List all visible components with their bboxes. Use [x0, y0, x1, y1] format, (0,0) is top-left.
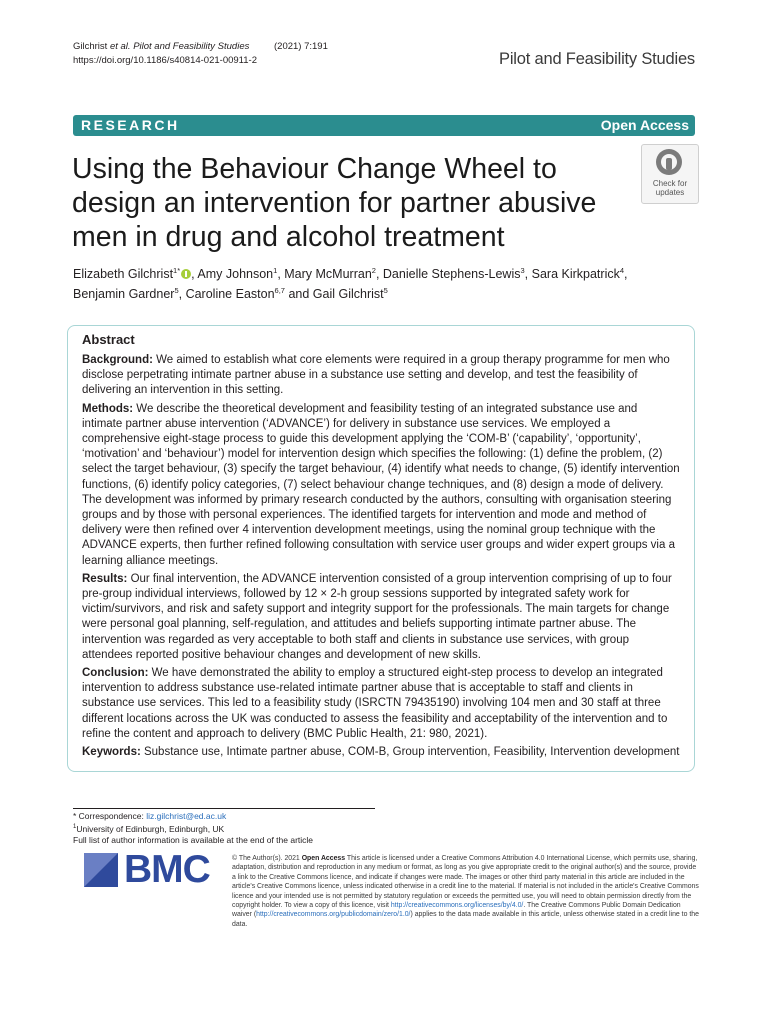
author-name[interactable]: Gail Gilchrist	[312, 287, 384, 301]
correspondence: * Correspondence: liz.gilchrist@ed.ac.uk	[73, 811, 227, 821]
abstract-box	[67, 325, 695, 772]
footnote-divider	[73, 808, 375, 809]
author-affiliation-marker: 5	[383, 286, 388, 295]
author-name[interactable]: Caroline Easton	[185, 287, 275, 301]
author-name[interactable]: Benjamin Gardner	[73, 287, 175, 301]
license-link[interactable]: http://creativecommons.org/licenses/by/4.0/	[390, 902, 524, 910]
author-name[interactable]: Mary McMurran	[284, 267, 372, 281]
header-journal: et al. Pilot and Feasibility Studies	[109, 41, 250, 52]
author-affiliation-marker: 1	[273, 266, 278, 275]
abstract-background: Background: We aimed to establish what core elements were required in a group therapy programme for men who disclose perpetrating intimate partner abuse in a substance use setting and develop, and test the feasibility of delivering an intervention in this setting.	[82, 354, 670, 397]
article-type-banner	[73, 115, 695, 136]
article-title: Using the Behaviour Change Wheel to design an intervention for partner abusive men in drug and alcohol treatment	[72, 153, 597, 253]
author-info-note: Full list of author information is available at the end of the article	[73, 835, 314, 846]
running-header	[73, 40, 328, 68]
abstract-keywords: Keywords: Substance use, Intimate partner abuse, COM-B, Group intervention, Feasibility, Intervention development	[82, 746, 680, 759]
doi-link[interactable]: https://doi.org/10.1186/s40814-021-00911-2	[73, 55, 257, 66]
check-updates-text: Check for updates	[652, 179, 688, 197]
license-statement: © The Author(s). 2021 Open Access This article is licensed under a Creative Commons Attribution 4.0 International License, which permits use, sharing, adaptation, distribution and reproduction in any medium or format, as long as you give appropriate credit to the original author(s) and the source, provide a link to the Creative Commons licence, and indicate if changes were made. The images or other third party material in this article are included in the article's Creative Commons licence, unless indicated otherwise in a credit line to the material. If material is not included in the article's Creative Commons licence and your intended use is not permitted by statutory regulation or exceeds the permitted use, you will need to obtain permission directly from the copyright holder. To view a copy of this licence, visit http://creativecommons.org/licenses/by/4.0/. The Creative Commons Public Domain Dedication waiver (http://creativecommons.org/publicdomain/zero/1.0/) applies to the data made available in this article, unless otherwise stated in a credit line to the data.	[232, 855, 699, 928]
correspondence-email[interactable]: liz.gilchrist@ed.ac.uk	[146, 811, 227, 821]
open-access-label: Open Access	[600, 117, 689, 133]
check-updates-icon	[656, 149, 682, 175]
orcid-icon[interactable]	[181, 269, 191, 279]
footnotes	[73, 811, 313, 847]
author-name[interactable]: Sara Kirkpatrick	[531, 267, 620, 281]
author-name[interactable]: Amy Johnson	[197, 267, 274, 281]
header-author: Gilchrist	[73, 41, 108, 52]
affiliation: $^1$University of Edinburgh, Edinburgh, UK	[73, 824, 225, 835]
author-affiliation-marker: 2	[371, 266, 376, 275]
article-type-label: RESEARCH	[81, 117, 180, 133]
author-affiliation-marker: 6,7	[274, 286, 285, 295]
author-affiliation-marker: 5	[174, 286, 179, 295]
journal-name: Pilot and Feasibility Studies	[499, 50, 695, 68]
bmc-logo-text: BMC	[124, 848, 210, 891]
public-domain-link[interactable]: http://creativecommons.org/publicdomain/zero/1.0/	[256, 911, 411, 919]
author-affiliation-marker: 3	[520, 266, 525, 275]
abstract-conclusion: Conclusion: We have demonstrated the ability to employ a structured eight-step process to develop an integrated intervention to address substance use-related intimate partner abuse that is acceptable to staff and clients in substance use services. This led to a feasibility study (ISRCTN 79435190) involving 104 men and 30 staff at three different locations across the UK was conducted to assess the feasibility and acceptability of the intervention and to refine the content and approach to delivery (BMC Public Health, 21: 980, 2021).	[82, 667, 668, 740]
citation-line	[73, 40, 328, 54]
check-for-updates-badge[interactable]	[641, 144, 699, 204]
author-list: Elizabeth Gilchrist$^{1*}$ , Amy Johnson$^1$, Mary McMurran$^2$, Danielle Stephens-Lewis$^3$, Sara Kirkpatrick$^4$, Benjamin Gardner$^5$, Caroline Easton$^{6,7}$ and Gail Gilchrist$^5$	[73, 266, 628, 301]
abstract-methods: Methods: We describe the theoretical development and feasibility testing of an integrated substance use and intimate partner abuse intervention (‘ADVANCE’) for delivery in substance use services. We employed a comprehensive eight-stage process to guide this development applying the ‘COM-B’ (‘capability’, ‘opportunity’, ‘motivation’ and ‘behaviour’) model for intervention design which specifies the following: (1) define the problem, (2) select the target behaviour, (3) specify the target behaviour, (4) identify what needs to change, (5) identify intervention functions, (6) identify policy categories, (7) select behaviour change techniques, and (8) design a mode of delivery. The development was informed by primary research conducted by the authors, consulting with organisation steering groups and by those with personal experiences. The identified targets for intervention and mode and method of delivery were then refined over 4 intervention development meetings, using the nominal group technique with the ADVANCE experts, then further refined following consultation with service user groups and wider expert groups via a learning alliance meetings.	[82, 402, 680, 567]
author-name[interactable]: Elizabeth Gilchrist	[73, 267, 174, 281]
header-year-volume: (2021) 7:191	[274, 41, 328, 52]
author-name[interactable]: Danielle Stephens-Lewis	[382, 267, 521, 281]
abstract-heading: Abstract	[82, 332, 135, 347]
author-affiliation-marker: 4	[619, 266, 625, 275]
bmc-logo-icon	[84, 853, 118, 887]
bmc-logo	[84, 848, 214, 891]
abstract-results: Results: Our final intervention, the ADVANCE intervention consisted of a group intervention comprising of up to four pre-group individual interviews, followed by 12 × 2-h group sessions supported by integrated safety work for victim/survivors, and risk and safety support and integrity support for the professionals. The main targets for change were personal goal planning, self-regulation, and attitudes and beliefs supporting intimate partner abuse. The intervention was regarded as very acceptable to both staff and clients in substance use services, with group attendees reported positive behaviour changes and development of new skills.	[82, 572, 672, 661]
author-affiliation-marker: 1*	[173, 266, 181, 275]
